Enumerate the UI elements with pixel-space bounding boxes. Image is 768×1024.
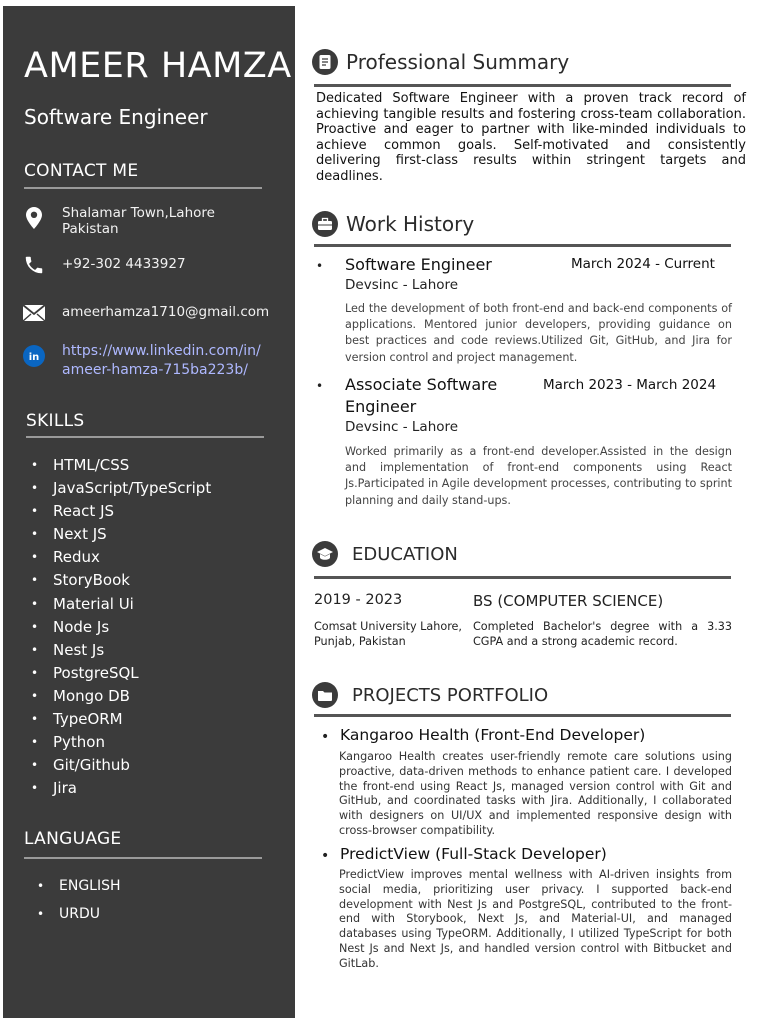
job-title: Software Engineer: [345, 255, 492, 274]
work-heading-text: Work History: [346, 212, 475, 236]
document-icon: [312, 49, 338, 75]
skill-item: • JavaScript/TypeScript: [27, 477, 211, 500]
contact-linkedin: [21, 343, 261, 380]
summary-divider: [314, 84, 731, 87]
candidate-title: Software Engineer: [24, 105, 208, 129]
education-degree: BS (COMPUTER SCIENCE): [473, 592, 664, 610]
projects-divider: [314, 714, 731, 717]
skill-item: • Material Ui: [27, 593, 211, 616]
job-description: Worked primarily as a front-end developer.Assisted in the design and implementation of front-end components using React Js.Participated in Agile development processes, contributing to sprint planning and daily stand-ups.: [345, 445, 732, 507]
work-heading: [312, 211, 474, 237]
skills-list: [27, 454, 211, 800]
education-school: Comsat University Lahore, Punjab, Pakistan: [314, 620, 462, 648]
job-bullet: •: [316, 379, 324, 393]
language-divider: [24, 857, 262, 859]
skill-item: • Next JS: [27, 523, 211, 546]
job-company: Devsinc - Lahore: [345, 277, 459, 293]
summary-heading: [312, 49, 569, 75]
contact-phone: [21, 252, 186, 278]
skill-item: • Mongo DB: [27, 685, 211, 708]
education-description: Completed Bachelor's degree with a 3.33 CGPA and a strong academic record.: [473, 620, 732, 648]
sidebar: [3, 6, 295, 1018]
contact-heading: CONTACT ME: [24, 161, 139, 181]
location-pin-icon: [21, 205, 47, 231]
phone-icon: [21, 252, 47, 278]
education-divider: [314, 576, 731, 579]
contact-divider: [24, 187, 262, 189]
skills-divider: [26, 436, 264, 438]
skill-item: • StoryBook: [27, 569, 211, 592]
skill-item: • Git/Github: [27, 754, 211, 777]
skill-item: • TypeORM: [27, 708, 211, 731]
project-description: PredictView improves mental wellness with AI-driven insights from social media, prioritizing user privacy. I supported back-end development with Nest Js and PostgreSQL, contributed to the front-end with Storybook, Next Js, and Material-UI, and managed databases using TypeORM. Additionally, I utilized TypeScript for both Nest Js and Next Js, and handled version control with Bitbucket and GitLab.: [339, 868, 732, 970]
email-address[interactable]: ameerhamza1710@gmail.com: [62, 304, 270, 320]
education-years: 2019 - 2023: [314, 592, 403, 608]
folder-icon: [312, 682, 338, 708]
linkedin-url-line1[interactable]: https://www.linkedin.com/in/: [62, 343, 261, 359]
linkedin-icon: [21, 343, 47, 369]
phone-number: +92-302 4433927: [62, 256, 186, 272]
skill-item: • Node Js: [27, 616, 211, 639]
project-bullet: •: [321, 848, 330, 864]
job-company: Devsinc - Lahore: [345, 419, 459, 435]
project-description: Kangaroo Health creates user-friendly remote care solutions using proactive, data-driven methods to enhance patient care. I developed the front-end using React Js, managed version control with Git and GitHub, and coordinated tasks with Jira. Additionally, I collaborated with designers on UI/UX and implemented responsive design with cross-browser compatibility.: [339, 750, 732, 837]
candidate-name: AMEER HAMZA: [24, 46, 292, 86]
summary-text: Dedicated Software Engineer with a proven track record of achieving tangible results and fostering cross-team collaboration. Proactive and eager to partner with like-minded individuals to achieve common goals. Self-motivated and consistently delivering first-class results within stringent targets and deadlines.: [316, 91, 746, 184]
project-title: PredictView (Full-Stack Developer): [340, 845, 607, 863]
job-title: Associate Software Engineer: [345, 375, 498, 416]
skill-item: • React JS: [27, 500, 211, 523]
skill-item: • Redux: [27, 546, 211, 569]
work-divider: [314, 244, 731, 247]
language-list: [33, 872, 121, 928]
job-dates: March 2024 - Current: [571, 256, 715, 272]
envelope-icon: [21, 300, 47, 326]
contact-address: [21, 205, 215, 237]
language-item: • URDU: [33, 900, 121, 928]
skills-heading: SKILLS: [26, 411, 85, 431]
project-bullet: •: [321, 729, 330, 745]
skill-item: • PostgreSQL: [27, 662, 211, 685]
job-description: Led the development of both front-end and back-end components of applications. Mentored junior developers, providing guidance on best practices and code reviews.Utilized Git, GitHub, and Jira for version control and project management.: [345, 302, 732, 364]
linkedin-url-line2[interactable]: ameer-hamza-715ba223b/: [62, 362, 248, 378]
skill-item: • HTML/CSS: [27, 454, 211, 477]
skill-item: • Jira: [27, 777, 211, 800]
briefcase-icon: [312, 211, 338, 237]
projects-heading: [312, 682, 548, 708]
contact-email: [21, 300, 269, 326]
education-heading-text: EDUCATION: [352, 543, 458, 565]
skill-item: • Python: [27, 731, 211, 754]
project-title: Kangaroo Health (Front-End Developer): [340, 726, 646, 744]
language-heading: LANGUAGE: [24, 829, 122, 849]
job-dates: March 2023 - March 2024: [543, 377, 717, 393]
projects-heading-text: PROJECTS PORTFOLIO: [352, 684, 549, 706]
education-heading: [312, 541, 458, 567]
summary-heading-text: Professional Summary: [346, 50, 570, 74]
language-item: • ENGLISH: [33, 872, 121, 900]
address-line1: Shalamar Town,Lahore: [62, 205, 215, 221]
skill-item: • Nest Js: [27, 639, 211, 662]
svg-text:in: in: [28, 352, 40, 363]
job-bullet: •: [316, 259, 324, 273]
address-line2: Pakistan: [62, 221, 119, 237]
graduation-cap-icon: [312, 541, 338, 567]
